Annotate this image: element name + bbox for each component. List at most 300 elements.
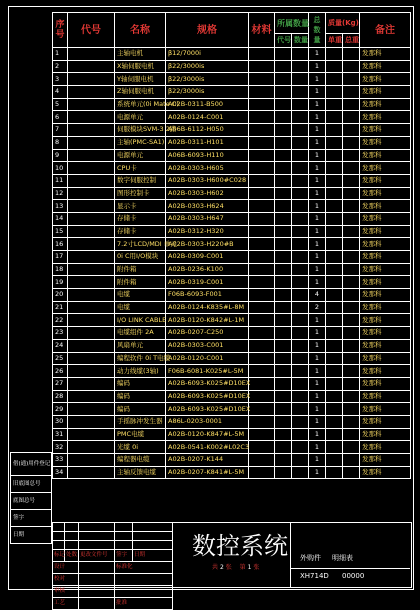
row-material xyxy=(249,60,275,73)
row-weight-total xyxy=(343,466,360,479)
row-material xyxy=(249,124,275,137)
row-qty-num xyxy=(292,149,309,162)
row-qty-num xyxy=(292,111,309,124)
row-code xyxy=(68,314,115,327)
table-row xyxy=(53,86,411,99)
row-weight-single xyxy=(326,98,343,111)
row-seq: 16 xyxy=(53,238,68,251)
row-qty-num xyxy=(292,390,309,403)
row-name: 附件箱 xyxy=(115,276,166,289)
row-remark: 发那科 xyxy=(360,314,411,327)
row-qty-num xyxy=(292,403,309,416)
row-material xyxy=(249,314,275,327)
row-total-qty: 4 xyxy=(309,289,326,302)
row-code xyxy=(68,377,115,390)
row-spec: β12/7000i xyxy=(166,48,249,61)
row-weight-single xyxy=(326,314,343,327)
row-spec: A02B-0124-K835#L-8M xyxy=(166,301,249,314)
row-qty-code xyxy=(275,149,292,162)
row-weight-total xyxy=(343,149,360,162)
row-name: 电源单元 xyxy=(115,111,166,124)
row-seq: 4 xyxy=(53,86,68,99)
row-weight-total xyxy=(343,276,360,289)
row-remark: 发那科 xyxy=(360,289,411,302)
header-code: 代号 xyxy=(68,13,115,48)
row-remark: 发那科 xyxy=(360,212,411,225)
row-qty-code xyxy=(275,111,292,124)
row-remark: 发那科 xyxy=(360,428,411,441)
row-weight-single xyxy=(326,238,343,251)
row-qty-code xyxy=(275,98,292,111)
side-register-block xyxy=(10,452,52,544)
row-weight-single xyxy=(326,73,343,86)
row-remark: 发那科 xyxy=(360,301,411,314)
row-code xyxy=(68,162,115,175)
row-qty-num xyxy=(292,162,309,175)
row-qty-code xyxy=(275,377,292,390)
row-code xyxy=(68,403,115,416)
row-material xyxy=(249,111,275,124)
table-row xyxy=(53,390,411,403)
row-spec: A06B-6112-H050 xyxy=(166,124,249,137)
table-row xyxy=(53,174,411,187)
row-weight-total xyxy=(343,162,360,175)
row-seq: 14 xyxy=(53,212,68,225)
row-code xyxy=(68,352,115,365)
row-spec: A02B-0319-C001 xyxy=(166,276,249,289)
row-weight-total xyxy=(343,314,360,327)
row-material xyxy=(249,352,275,365)
row-code xyxy=(68,441,115,454)
row-spec: A02B-0311-B500 xyxy=(166,98,249,111)
tb-label-mark: 标记 xyxy=(53,550,65,562)
row-total-qty: 1 xyxy=(309,174,326,187)
side-label-old-drawing: 旧底图总号 xyxy=(11,476,52,493)
row-material xyxy=(249,377,275,390)
row-seq: 34 xyxy=(53,466,68,479)
row-total-qty: 1 xyxy=(309,403,326,416)
row-weight-single xyxy=(326,60,343,73)
row-material xyxy=(249,390,275,403)
row-remark: 发那科 xyxy=(360,124,411,137)
row-name: 主轴(PMC-SA1) xyxy=(115,136,166,149)
row-material xyxy=(249,365,275,378)
row-qty-num xyxy=(292,339,309,352)
row-spec: A02B-0303-H647 xyxy=(166,212,249,225)
row-remark: 发那科 xyxy=(360,60,411,73)
row-weight-single xyxy=(326,162,343,175)
header-spec: 规格 xyxy=(166,13,249,48)
row-seq: 19 xyxy=(53,276,68,289)
row-name: PMC电缆 xyxy=(115,428,166,441)
header-qty-group: 所属数量 xyxy=(275,13,309,34)
row-weight-total xyxy=(343,263,360,276)
row-qty-code xyxy=(275,466,292,479)
row-weight-single xyxy=(326,327,343,340)
table-row xyxy=(53,276,411,289)
row-seq: 18 xyxy=(53,263,68,276)
row-spec: F06B-6093-F001 xyxy=(166,289,249,302)
table-row xyxy=(53,124,411,137)
row-code xyxy=(68,454,115,467)
row-remark: 发那科 xyxy=(360,86,411,99)
row-qty-code xyxy=(275,212,292,225)
row-material xyxy=(249,238,275,251)
row-total-qty: 1 xyxy=(309,238,326,251)
row-weight-single xyxy=(326,149,343,162)
row-weight-single xyxy=(326,276,343,289)
row-code xyxy=(68,390,115,403)
row-remark: 发那科 xyxy=(360,98,411,111)
header-weight-single: 单重 xyxy=(326,34,343,48)
row-material xyxy=(249,73,275,86)
row-qty-num xyxy=(292,48,309,61)
drawing-number: XH714D xyxy=(300,572,329,580)
row-code xyxy=(68,225,115,238)
row-weight-single xyxy=(326,377,343,390)
row-seq: 24 xyxy=(53,339,68,352)
row-qty-num xyxy=(292,365,309,378)
row-qty-num xyxy=(292,428,309,441)
row-spec: A02B-0120-K847#L-5M xyxy=(166,428,249,441)
row-weight-single xyxy=(326,428,343,441)
row-spec: A02B-6093-K025#D10EX xyxy=(166,377,249,390)
row-name: X轴伺服电机 xyxy=(115,60,166,73)
row-qty-code xyxy=(275,86,292,99)
row-qty-code xyxy=(275,441,292,454)
row-code xyxy=(68,327,115,340)
row-weight-single xyxy=(326,187,343,200)
row-weight-total xyxy=(343,136,360,149)
row-weight-total xyxy=(343,377,360,390)
row-weight-total xyxy=(343,403,360,416)
side-label-borrow: 借(通)用件登记 xyxy=(11,453,52,476)
row-total-qty: 1 xyxy=(309,390,326,403)
row-name: 数字伺服控制 xyxy=(115,174,166,187)
row-remark: 发那科 xyxy=(360,441,411,454)
row-total-qty: 1 xyxy=(309,187,326,200)
row-weight-total xyxy=(343,187,360,200)
row-weight-single xyxy=(326,289,343,302)
table-row xyxy=(53,314,411,327)
row-weight-single xyxy=(326,263,343,276)
tb-label-standard: 标准化 xyxy=(115,562,173,574)
row-qty-code xyxy=(275,73,292,86)
row-spec: A02B-0303-H600#C028 xyxy=(166,174,249,187)
row-qty-code xyxy=(275,428,292,441)
row-qty-code xyxy=(275,136,292,149)
row-total-qty: 1 xyxy=(309,136,326,149)
row-total-qty: 1 xyxy=(309,73,326,86)
sheet-total: 2 xyxy=(219,564,224,571)
row-spec: A02B-0303-H605 xyxy=(166,162,249,175)
row-seq: 26 xyxy=(53,365,68,378)
drawing-title: 数控系统 xyxy=(192,532,288,560)
table-row xyxy=(53,403,411,416)
row-weight-single xyxy=(326,454,343,467)
row-weight-total xyxy=(343,200,360,213)
row-remark: 发那科 xyxy=(360,276,411,289)
row-code xyxy=(68,187,115,200)
side-label-drawing-no: 底图总号 xyxy=(11,493,52,510)
row-qty-code xyxy=(275,301,292,314)
row-remark: 发那科 xyxy=(360,403,411,416)
table-row xyxy=(53,60,411,73)
row-qty-num xyxy=(292,276,309,289)
tb-label-change-doc: 更改文件号 xyxy=(79,550,115,562)
row-weight-single xyxy=(326,200,343,213)
row-remark: 发那科 xyxy=(360,174,411,187)
row-qty-code xyxy=(275,276,292,289)
row-weight-single xyxy=(326,390,343,403)
table-row xyxy=(53,263,411,276)
row-qty-code xyxy=(275,60,292,73)
row-weight-single xyxy=(326,174,343,187)
row-code xyxy=(68,466,115,479)
row-name: 编程器电缆 xyxy=(115,454,166,467)
row-spec: A02B-0124-C001 xyxy=(166,111,249,124)
row-code xyxy=(68,48,115,61)
row-qty-num xyxy=(292,187,309,200)
table-row xyxy=(53,352,411,365)
row-weight-total xyxy=(343,251,360,264)
row-spec: F06B-6081-K025#L-5M xyxy=(166,365,249,378)
header-weight: 质量(Kg) xyxy=(326,13,360,34)
row-remark: 发那科 xyxy=(360,162,411,175)
row-qty-code xyxy=(275,403,292,416)
row-qty-code xyxy=(275,339,292,352)
row-qty-code xyxy=(275,200,292,213)
row-qty-code xyxy=(275,263,292,276)
row-total-qty: 1 xyxy=(309,251,326,264)
row-spec: A02B-0120-C001 xyxy=(166,352,249,365)
row-name: I/O LINK CABLE xyxy=(115,314,166,327)
row-qty-num xyxy=(292,251,309,264)
row-total-qty: 2 xyxy=(309,301,326,314)
row-qty-code xyxy=(275,352,292,365)
row-total-qty: 1 xyxy=(309,124,326,137)
row-qty-code xyxy=(275,48,292,61)
row-name: 编码 xyxy=(115,390,166,403)
row-name: 编码 xyxy=(115,403,166,416)
row-name: 伺服模块SVM-3 2路 xyxy=(115,124,166,137)
row-name: 图形控制卡 xyxy=(115,187,166,200)
row-weight-single xyxy=(326,212,343,225)
row-remark: 发那科 xyxy=(360,149,411,162)
row-material xyxy=(249,428,275,441)
row-name: 附件箱 xyxy=(115,263,166,276)
row-qty-num xyxy=(292,466,309,479)
row-qty-code xyxy=(275,174,292,187)
row-weight-total xyxy=(343,352,360,365)
row-code xyxy=(68,86,115,99)
row-seq: 5 xyxy=(53,98,68,111)
row-qty-code xyxy=(275,327,292,340)
table-row xyxy=(53,200,411,213)
row-weight-total xyxy=(343,415,360,428)
row-name: 存储卡 xyxy=(115,212,166,225)
header-remark: 备注 xyxy=(360,13,411,48)
row-name: 风扇单元 xyxy=(115,339,166,352)
row-qty-code xyxy=(275,365,292,378)
row-spec: β22/3000is xyxy=(166,73,249,86)
row-total-qty: 1 xyxy=(309,162,326,175)
row-name: 电缆 xyxy=(115,289,166,302)
header-material: 材料 xyxy=(249,13,275,48)
row-seq: 23 xyxy=(53,327,68,340)
row-total-qty: 1 xyxy=(309,48,326,61)
row-spec: A02B-0541-K002#L02C3 xyxy=(166,441,249,454)
sheet-info xyxy=(212,562,259,571)
row-name: 7.2寸LCD/MDI 单元 xyxy=(115,238,166,251)
row-spec: A02B-0309-C001 xyxy=(166,251,249,264)
row-material xyxy=(249,212,275,225)
row-remark: 发那科 xyxy=(360,327,411,340)
row-code xyxy=(68,263,115,276)
row-total-qty: 1 xyxy=(309,466,326,479)
row-qty-code xyxy=(275,314,292,327)
row-material xyxy=(249,48,275,61)
row-name: 编码 xyxy=(115,377,166,390)
row-material xyxy=(249,339,275,352)
row-weight-total xyxy=(343,98,360,111)
table-row xyxy=(53,162,411,175)
row-seq: 13 xyxy=(53,200,68,213)
row-qty-num xyxy=(292,238,309,251)
table-row xyxy=(53,251,411,264)
row-name: 动力线缆(3轴) xyxy=(115,365,166,378)
parts-list-table xyxy=(52,12,411,479)
row-seq: 29 xyxy=(53,403,68,416)
row-spec: A02B-0207-C250 xyxy=(166,327,249,340)
row-qty-num xyxy=(292,377,309,390)
row-qty-num xyxy=(292,60,309,73)
table-row xyxy=(53,289,411,302)
row-qty-num xyxy=(292,225,309,238)
row-weight-total xyxy=(343,365,360,378)
header-qty-code: 代号 xyxy=(275,34,292,48)
row-code xyxy=(68,365,115,378)
row-material xyxy=(249,174,275,187)
row-total-qty: 1 xyxy=(309,60,326,73)
tb-label-sign: 签字 xyxy=(115,550,133,562)
row-seq: 7 xyxy=(53,124,68,137)
row-spec: A02B-0207-K841#L-5M xyxy=(166,466,249,479)
row-total-qty: 1 xyxy=(309,327,326,340)
table-row xyxy=(53,111,411,124)
tb-label-process: 工艺 xyxy=(53,598,79,610)
table-row xyxy=(53,365,411,378)
row-weight-total xyxy=(343,48,360,61)
sheet-total-unit: 张 xyxy=(225,564,232,571)
row-remark: 发那科 xyxy=(360,251,411,264)
row-total-qty: 1 xyxy=(309,98,326,111)
row-weight-total xyxy=(343,124,360,137)
row-seq: 27 xyxy=(53,377,68,390)
row-weight-single xyxy=(326,352,343,365)
side-label-date: 日期 xyxy=(11,527,52,544)
row-weight-total xyxy=(343,73,360,86)
row-seq: 25 xyxy=(53,352,68,365)
row-qty-code xyxy=(275,415,292,428)
sheet-current-label: 第 xyxy=(239,564,246,571)
row-total-qty: 1 xyxy=(309,339,326,352)
row-weight-single xyxy=(326,441,343,454)
row-material xyxy=(249,415,275,428)
row-weight-total xyxy=(343,327,360,340)
row-material xyxy=(249,403,275,416)
row-remark: 发那科 xyxy=(360,136,411,149)
row-spec: A02B-0303-H624 xyxy=(166,200,249,213)
sheet-number: 00000 xyxy=(342,572,365,580)
row-code xyxy=(68,289,115,302)
row-weight-single xyxy=(326,48,343,61)
row-material xyxy=(249,466,275,479)
table-row xyxy=(53,301,411,314)
row-material xyxy=(249,149,275,162)
row-qty-code xyxy=(275,225,292,238)
row-qty-code xyxy=(275,187,292,200)
row-code xyxy=(68,174,115,187)
header-seq: 序号 xyxy=(53,13,68,48)
table-row xyxy=(53,428,411,441)
tb-label-review: 审核 xyxy=(53,586,79,598)
row-seq: 12 xyxy=(53,187,68,200)
row-total-qty: 1 xyxy=(309,352,326,365)
row-spec: A02B-0303-H602 xyxy=(166,187,249,200)
row-total-qty: 1 xyxy=(309,86,326,99)
row-weight-single xyxy=(326,86,343,99)
row-weight-total xyxy=(343,454,360,467)
row-total-qty: 1 xyxy=(309,200,326,213)
row-weight-total xyxy=(343,174,360,187)
row-weight-single xyxy=(326,111,343,124)
row-qty-code xyxy=(275,238,292,251)
row-qty-num xyxy=(292,200,309,213)
row-remark: 发那科 xyxy=(360,111,411,124)
sheet-total-label: 共 xyxy=(212,564,219,571)
row-total-qty: 1 xyxy=(309,225,326,238)
row-remark: 发那科 xyxy=(360,466,411,479)
row-seq: 32 xyxy=(53,441,68,454)
row-material xyxy=(249,327,275,340)
row-total-qty: 1 xyxy=(309,276,326,289)
row-remark: 发那科 xyxy=(360,352,411,365)
row-code xyxy=(68,339,115,352)
row-qty-num xyxy=(292,454,309,467)
row-material xyxy=(249,441,275,454)
row-qty-code xyxy=(275,251,292,264)
row-weight-total xyxy=(343,289,360,302)
row-total-qty: 1 xyxy=(309,314,326,327)
row-spec: A02B-6093-K025#D10EX xyxy=(166,390,249,403)
row-seq: 9 xyxy=(53,149,68,162)
row-spec: A86L-0203-0001 xyxy=(166,415,249,428)
row-code xyxy=(68,276,115,289)
row-qty-num xyxy=(292,289,309,302)
table-row xyxy=(53,212,411,225)
row-spec: A02B-0312-H320 xyxy=(166,225,249,238)
row-weight-single xyxy=(326,339,343,352)
row-qty-num xyxy=(292,441,309,454)
row-spec: A02B-0207-K144 xyxy=(166,454,249,467)
table-row xyxy=(53,73,411,86)
row-material xyxy=(249,454,275,467)
row-name: 0i C用I/O模块 xyxy=(115,251,166,264)
row-seq: 30 xyxy=(53,415,68,428)
row-qty-num xyxy=(292,263,309,276)
row-weight-total xyxy=(343,441,360,454)
